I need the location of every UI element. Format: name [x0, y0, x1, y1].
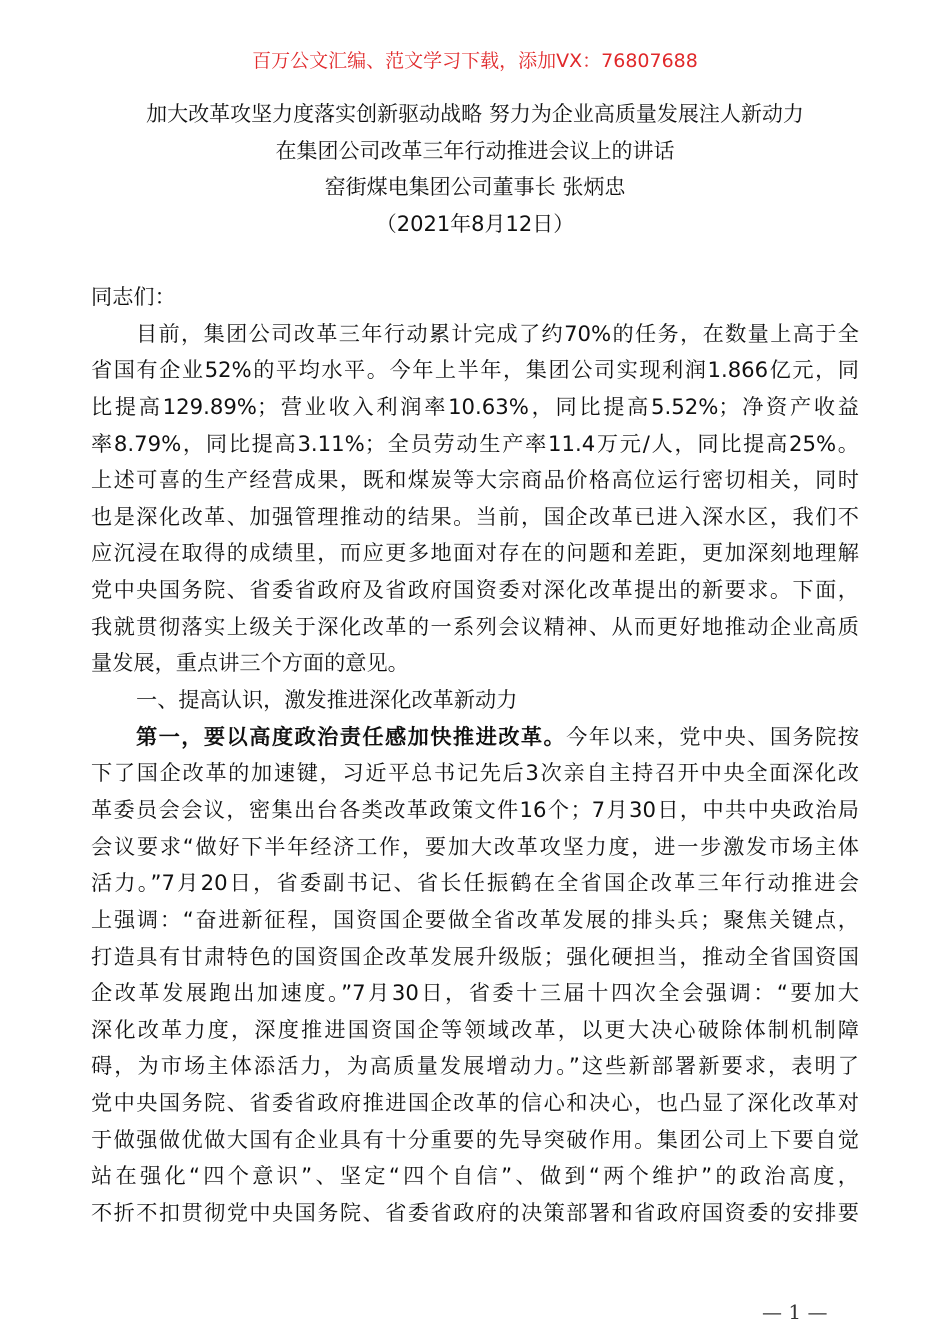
text-line: 打造具有甘肃特色的国资国企改革发展升级版；强化硬担当，推动全省国资国	[91, 943, 859, 969]
text-line: 企改革发展跑出加速度。”7月30日，省委十三届十四次全会强调：“要加大	[91, 980, 859, 1006]
section-heading: 一、提高认识，激发推进深化改革新动力	[136, 687, 518, 713]
text-line: 今年以来，党中央、国务院按	[566, 723, 859, 749]
text-line: 党中央国务院、省委省政府推进国企改革的信心和决心，也凸显了深化改革对	[91, 1090, 859, 1116]
page-number: — 1 —	[762, 1300, 828, 1324]
text-line: 应沉浸在取得的成绩里，而应更多地面对存在的问题和差距，更加深刻地理解	[91, 540, 859, 566]
text-line: 深化改革力度，深度推进国资国企等领域改革，以更大决心破除体制机制障	[91, 1016, 859, 1042]
text-line: 量发展，重点讲三个方面的意见。	[91, 650, 409, 676]
bold-lead-sentence: 第一，要以高度政治责任感加快推进改革。	[136, 723, 567, 749]
text-line: 于做强做优做大国有企业具有十分重要的先导突破作用。集团公司上下要自觉	[91, 1126, 859, 1152]
text-line: 党中央国务院、省委省政府及省政府国资委对深化改革提出的新要求。下面，	[91, 577, 859, 603]
text-line: 会议要求“做好下半年经济工作，要加大改革攻坚力度，进一步激发市场主体	[91, 833, 859, 859]
text-line: 上述可喜的生产经营成果，既和煤炭等大宗商品价格高位运行密切相关，同时	[91, 467, 859, 493]
document-subtitle: 在集团公司改革三年行动推进会议上的讲话	[275, 139, 675, 163]
document-title: 加大改革攻坚力度落实创新驱动战略 努力为企业高质量发展注人新动力	[146, 102, 804, 126]
salutation: 同志们：	[91, 284, 176, 309]
document-author: 窑街煤电集团公司董事长 张炳忠	[324, 175, 626, 199]
document-body	[91, 279, 859, 1232]
text-line: 上强调：“奋进新征程，国资国企要做全省改革发展的排头兵；聚焦关键点，	[91, 906, 859, 932]
text-line: 碍，为市场主体添活力，为高质量发展增动力。”这些新部署新要求，表明了	[91, 1053, 859, 1079]
document-date: （2021年8月12日）	[375, 212, 575, 236]
text-line: 不折不扣贯彻党中央国务院、省委省政府的决策部署和省政府国资委的安排要	[91, 1200, 859, 1226]
text-line: 也是深化改革、加强管理推动的结果。当前，国企改革已进入深水区，我们不	[91, 503, 859, 529]
text-line: 我就贯彻落实上级关于深化改革的一系列会议精神、从而更好地推动企业高质	[91, 613, 859, 639]
text-line: 革委员会会议，密集出台各类改革政策文件16个；7月30日，中共中央政治局	[91, 796, 859, 822]
text-line: 活力。”7月20日，省委副书记、省长任振鹤在全省国企改革三年行动推进会	[91, 870, 859, 896]
text-line: 下了国企改革的加速键，习近平总书记先后3次亲自主持召开中央全面深化改	[91, 760, 859, 786]
paragraph-1	[91, 316, 859, 682]
paragraph-2	[91, 719, 859, 1232]
watermark-banner: 百万公文汇编、范文学习下载，添加VX：76807688	[252, 50, 698, 72]
text-line: 率8.79%，同比提高3.11%；全员劳动生产率11.4万元/人，同比提高25%。	[91, 430, 859, 456]
text-line: 站在强化“四个意识”、坚定“四个自信”、做到“两个维护”的政治高度，	[91, 1163, 859, 1189]
text-line: 省国有企业52%的平均水平。今年上半年，集团公司实现利润1.866亿元，同	[91, 357, 859, 383]
text-line: 目前，集团公司改革三年行动累计完成了约70%的任务，在数量上高于全	[136, 320, 859, 346]
text-line: 比提高129.89%；营业收入利润率10.63%，同比提高5.52%；净资产收益	[91, 393, 859, 419]
